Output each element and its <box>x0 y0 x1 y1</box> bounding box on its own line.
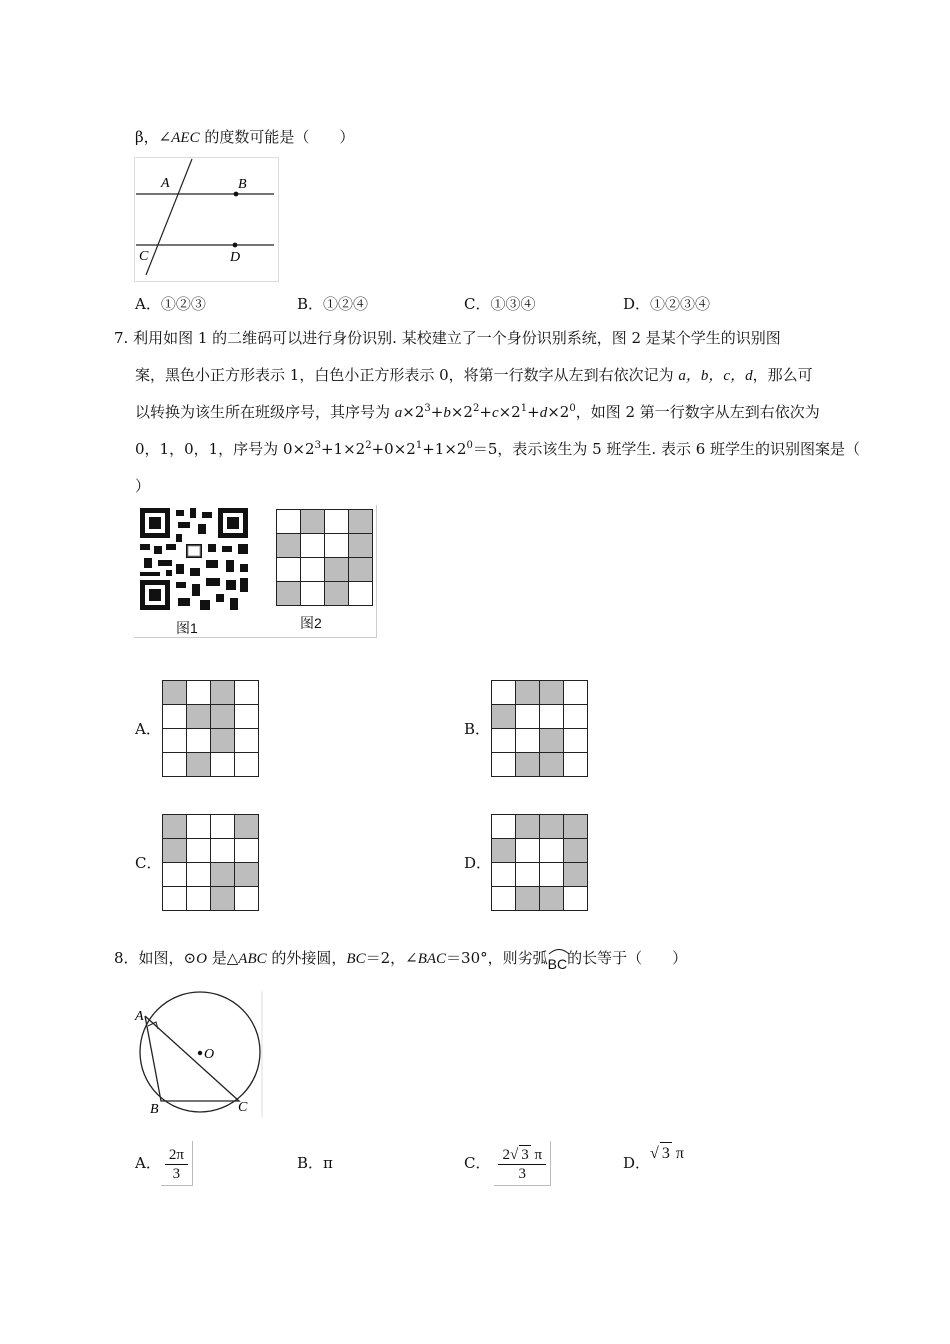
q7-option-b-grid[interactable] <box>491 680 588 777</box>
grid-cell <box>325 534 349 558</box>
grid-cell <box>564 839 588 863</box>
grid-cell <box>187 863 211 887</box>
grid-cell <box>516 729 540 753</box>
q7-option-d-grid[interactable] <box>491 814 588 911</box>
q6-stem-prefix: β，∠ <box>135 128 172 146</box>
grid-cell <box>235 863 259 887</box>
grid-cell <box>235 729 259 753</box>
grid-cell <box>187 815 211 839</box>
grid-cell <box>187 705 211 729</box>
grid-cell <box>492 729 516 753</box>
q7-line-4: 0，1，0，1，序号为 $0\times 2^3+1\times 2^2+0\times 2^1+1\times 2^0=5$，表示该生为 5 班学生. 表示 6 班学生的识别图案是（ <box>135 440 861 458</box>
grid-cell <box>277 558 301 582</box>
grid-cell <box>163 681 187 705</box>
grid-cell <box>516 863 540 887</box>
q6-label-D: D <box>230 250 241 265</box>
q6-stem-suffix: 的度数可能是（ ） <box>199 128 355 146</box>
grid-cell <box>349 582 373 606</box>
grid-cell <box>492 839 516 863</box>
grid-cell <box>492 863 516 887</box>
grid-cell <box>349 534 373 558</box>
grid-cell <box>235 753 259 777</box>
grid-cell <box>187 839 211 863</box>
q7-option-d-label[interactable]: D． <box>464 854 492 872</box>
grid-cell <box>163 815 187 839</box>
sqrt-expression: √ 3 π <box>650 1145 684 1162</box>
q8-option-a[interactable]: A． $\frac{2\pi}{3}$ <box>135 1141 193 1186</box>
grid-cell <box>540 729 564 753</box>
grid-cell <box>564 887 588 911</box>
grid-cell <box>492 681 516 705</box>
grid-cell <box>516 753 540 777</box>
grid-cell <box>325 558 349 582</box>
grid-cell <box>211 815 235 839</box>
grid-cell <box>540 815 564 839</box>
grid-cell <box>564 705 588 729</box>
q6-label-A: A <box>161 176 170 191</box>
grid-cell <box>187 887 211 911</box>
grid-cell <box>235 815 259 839</box>
grid-cell <box>301 534 325 558</box>
q7-line-2: 案，黑色小正方形表示 1，白色小正方形表示 0，将第一行数字从左到右依次记为 a，b，c，d，那么可 <box>135 366 813 384</box>
grid-cell <box>301 582 325 606</box>
grid-cell <box>163 839 187 863</box>
grid-cell <box>516 839 540 863</box>
grid-cell <box>540 839 564 863</box>
fig1-caption: 图1 <box>176 620 198 636</box>
grid-cell <box>325 582 349 606</box>
grid-cell <box>277 582 301 606</box>
q8-option-c[interactable]: C． $\frac{2√ 3 \pi}{3}$ <box>464 1141 551 1186</box>
q6-label-C: C <box>139 249 149 264</box>
q6-option-c[interactable]: C．①③④ <box>464 295 536 313</box>
q8-option-d[interactable]: D．√ 3 π <box>623 1152 684 1175</box>
grid-cell <box>516 705 540 729</box>
grid-cell <box>516 815 540 839</box>
grid-cell <box>163 753 187 777</box>
grid-cell <box>516 681 540 705</box>
q8-label-C: C <box>238 1100 248 1115</box>
grid-cell <box>564 681 588 705</box>
q8-circle-figure <box>134 991 264 1119</box>
q8-option-b[interactable]: B．π <box>297 1154 333 1172</box>
grid-cell <box>235 681 259 705</box>
grid-cell <box>235 705 259 729</box>
q7-line-3: 以转换为该生所在班级序号，其序号为 $a\times 2^3+b\times 2^2+c\times 2^1+d\times 2^0$，如图 2 第一行数字从左到右依次为 <box>135 403 820 421</box>
q8-label-O: O <box>204 1047 215 1062</box>
grid-cell <box>211 839 235 863</box>
grid-cell <box>492 705 516 729</box>
grid-cell <box>492 887 516 911</box>
grid-cell <box>301 558 325 582</box>
q6-parallel-lines-figure <box>134 157 280 283</box>
grid-cell <box>211 681 235 705</box>
grid-cell <box>187 681 211 705</box>
grid-cell <box>564 815 588 839</box>
q6-option-d[interactable]: D．①②③④ <box>623 295 711 313</box>
grid-cell <box>211 729 235 753</box>
grid-cell <box>540 705 564 729</box>
q7-option-c-grid[interactable] <box>162 814 259 911</box>
q7-option-b-label[interactable]: B． <box>464 720 491 738</box>
q6-label-B: B <box>238 177 247 192</box>
q7-option-a-grid[interactable] <box>162 680 259 777</box>
fraction: $\frac{2√ 3 \pi}{3}$ <box>498 1145 546 1183</box>
grid-cell <box>564 863 588 887</box>
q6-stem-tail <box>135 126 354 149</box>
grid-cell <box>564 729 588 753</box>
grid-cell <box>516 887 540 911</box>
q8-label-A: A <box>135 1009 144 1024</box>
grid-cell <box>540 863 564 887</box>
grid-cell <box>349 558 373 582</box>
grid-cell <box>301 510 325 534</box>
arc-bc-symbol: BC <box>548 953 567 975</box>
grid-cell <box>163 863 187 887</box>
grid-cell <box>540 887 564 911</box>
grid-cell <box>540 681 564 705</box>
grid-cell <box>163 705 187 729</box>
grid-cell <box>163 729 187 753</box>
grid-cell <box>349 510 373 534</box>
grid-cell <box>211 887 235 911</box>
grid-cell <box>277 510 301 534</box>
grid-cell <box>492 753 516 777</box>
q7-option-c-label[interactable]: C． <box>135 854 162 872</box>
grid-cell <box>211 705 235 729</box>
grid-cell <box>187 729 211 753</box>
q7-line-5: ） <box>135 477 151 495</box>
grid-cell <box>211 753 235 777</box>
grid-cell <box>235 839 259 863</box>
grid-cell <box>211 863 235 887</box>
q6-option-a[interactable]: A．①②③ <box>135 295 206 313</box>
grid-cell <box>277 534 301 558</box>
q8-label-B: B <box>150 1102 159 1117</box>
fig2-grid <box>276 509 373 606</box>
fig2-caption: 图2 <box>300 615 322 631</box>
grid-cell <box>163 887 187 911</box>
fraction: $\frac{2\pi}{3}$ <box>165 1146 188 1183</box>
q7-line-1: 7. 利用如图 1 的二维码可以进行身份识别. 某校建立了一个身份识别系统，图 2 是某个学生的识别图 <box>114 329 781 347</box>
grid-cell <box>187 753 211 777</box>
grid-cell <box>325 510 349 534</box>
grid-cell <box>564 753 588 777</box>
q7-option-a-label[interactable]: A． <box>135 720 161 738</box>
qr-code-icon <box>140 508 248 610</box>
grid-cell <box>540 753 564 777</box>
grid-cell <box>235 887 259 911</box>
q8-stem: 8．如图，⊙O 是△ABC 的外接圆，BC＝2，∠BAC＝30°，则劣弧 BC的长等于（ ） <box>114 947 687 970</box>
grid-cell <box>492 815 516 839</box>
q6-angle-var: AEC <box>171 130 200 146</box>
q6-option-b[interactable]: B．①②④ <box>297 295 369 313</box>
